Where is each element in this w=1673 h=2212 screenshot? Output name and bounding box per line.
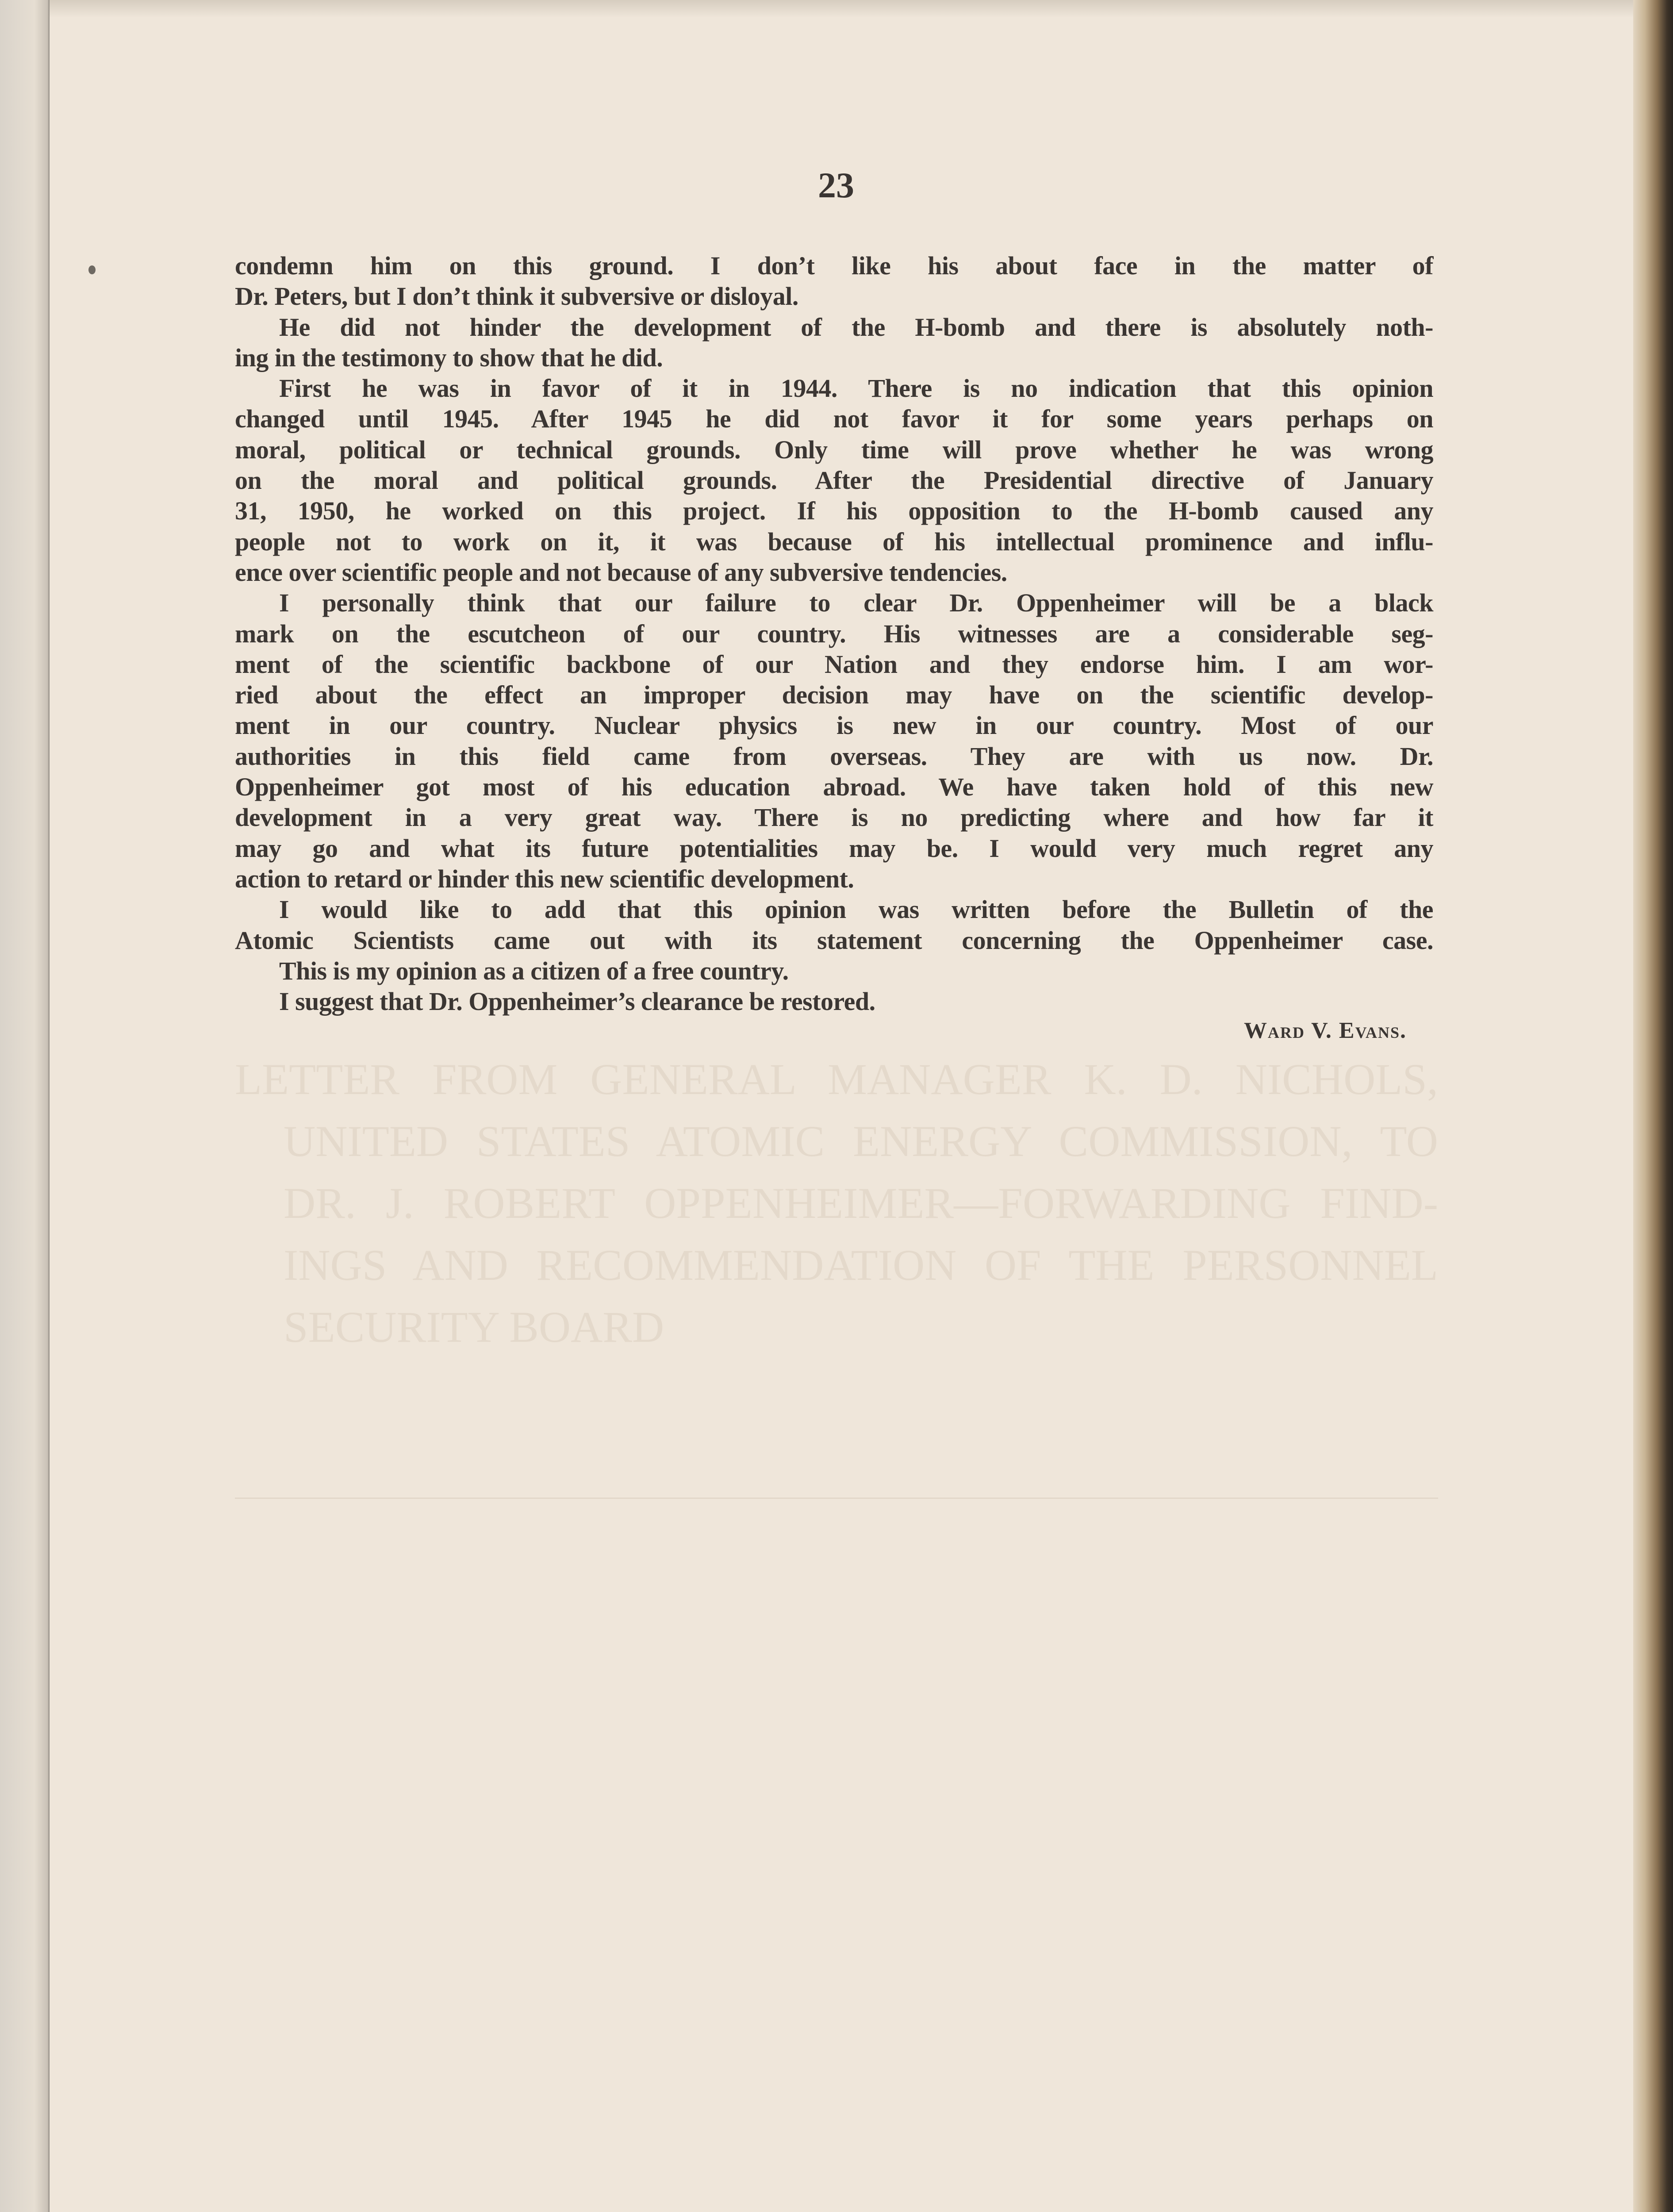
text-line: condemn him on this ground. I don’t like his about face in the matter of (235, 251, 1433, 280)
text-line: moral, political or technical grounds. Only time will prove whether he was wrong (235, 435, 1433, 464)
text-line: ried about the effect an improper decision may have on the scientific develop- (235, 680, 1433, 710)
text-line: Oppenheimer got most of his education abroad. We have taken hold of this new (235, 772, 1433, 802)
show-through-rule (235, 1498, 1438, 1499)
page-number: 23 (818, 165, 854, 205)
paragraph (235, 373, 1433, 588)
text-line: I suggest that Dr. Oppenheimer’s clearance be restored. (279, 987, 875, 1016)
left-page-edge (0, 0, 50, 2212)
text-line: changed until 1945. After 1945 he did not favor it for some years perhaps on (235, 404, 1433, 434)
text-line: authorities in this field came from overseas. They are with us now. Dr. (235, 741, 1433, 771)
show-through-heading (235, 1048, 1438, 1358)
text-line: people not to work on it, it was because of his intellectual prominence and influ- (235, 527, 1433, 556)
text-line: ment in our country. Nuclear physics is new in our country. Most of our (235, 711, 1433, 740)
text-line: This is my opinion as a citizen of a free country. (279, 956, 789, 985)
text-line: I would like to add that this opinion was written before the Bulletin of the (279, 895, 1433, 924)
text-line: action to retard or hinder this new scientific development. (235, 864, 854, 893)
top-page-edge (50, 0, 1633, 18)
text-line: Atomic Scientists came out with its statement concerning the Oppenheimer case. (235, 926, 1433, 955)
paragraph (235, 894, 1433, 956)
text-line: 31, 1950, he worked on this project. If his opposition to the H-bomb caused any (235, 496, 1433, 526)
signature: Ward V. Evans. (1244, 1018, 1407, 1043)
paragraph (235, 956, 1433, 986)
text-line: ing in the testimony to show that he did. (235, 343, 663, 372)
show-through-line: INGS AND RECOMMENDATION OF THE PERSONNEL (284, 1240, 1438, 1290)
paragraph (235, 588, 1433, 894)
paragraph (235, 250, 1433, 312)
text-line: First he was in favor of it in 1944. There is no indication that this opinion (279, 374, 1433, 403)
text-line: may go and what its future potentialities may be. I would very much regret any (235, 833, 1433, 863)
show-through-line: UNITED STATES ATOMIC ENERGY COMMISSION, TO (284, 1117, 1438, 1166)
show-through-line: DR. J. ROBERT OPPENHEIMER—FORWARDING FIND- (284, 1179, 1438, 1228)
text-line: I personally think that our failure to clear Dr. Oppenheimer will be a black (279, 588, 1433, 618)
text-line: development in a very great way. There is no predicting where and how far it (235, 803, 1433, 832)
text-line: on the moral and political grounds. After the Presidential directive of January (235, 466, 1433, 495)
text-line: He did not hinder the development of the H-bomb and there is absolutely noth- (279, 312, 1433, 342)
text-line: Dr. Peters, but I don’t think it subversive or disloyal. (235, 282, 798, 311)
show-through-line: SECURITY BOARD (284, 1302, 664, 1352)
book-spine-edge (1633, 0, 1673, 2212)
paragraph (235, 312, 1433, 373)
page-speck (88, 265, 96, 274)
paragraph (235, 986, 1433, 1017)
text-line: mark on the escutcheon of our country. His witnesses are a considerable seg- (235, 619, 1433, 648)
show-through-line: LETTER FROM GENERAL MANAGER K. D. NICHOLS, (235, 1055, 1438, 1104)
text-line: ence over scientific people and not because of any subversive tendencies. (235, 557, 1007, 587)
text-line: ment of the scientific backbone of our Nation and they endorse him. I am wor- (235, 649, 1433, 679)
body-text (235, 250, 1433, 1017)
